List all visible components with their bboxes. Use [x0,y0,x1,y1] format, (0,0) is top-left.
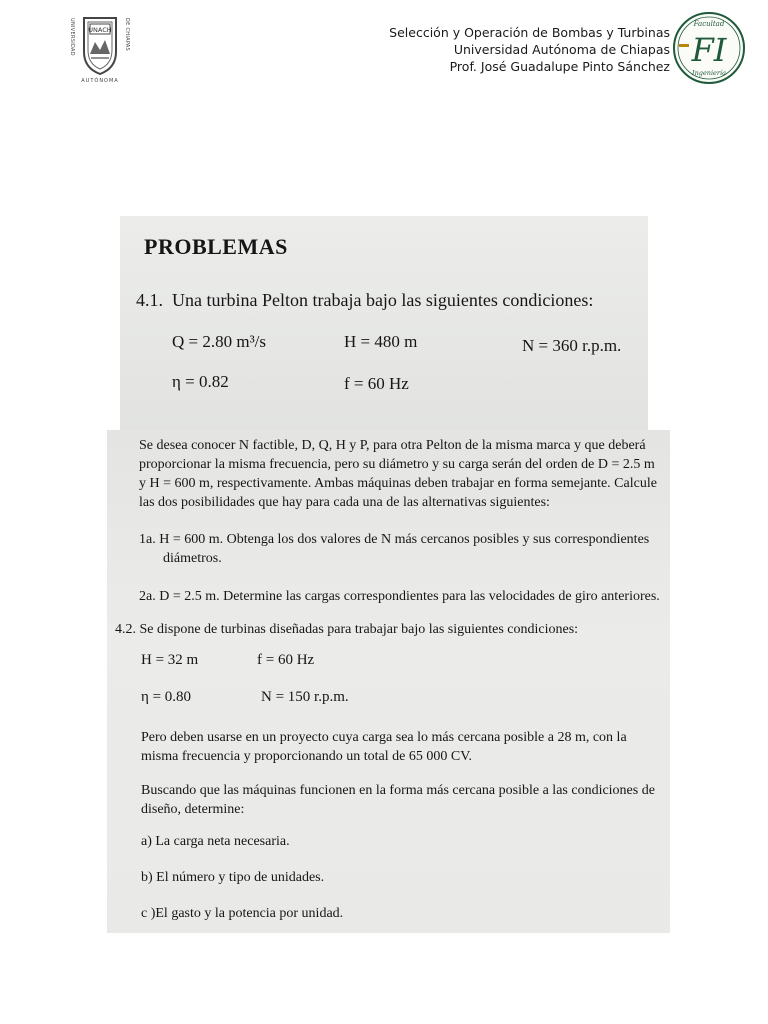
problem-4-2-intro: 4.2. Se dispone de turbinas diseñadas para trabajar bajo las siguientes condiciones: [115,622,579,637]
paragraph-line: misma frecuencia y proporcionando un total de 65 000 CV. [141,749,472,764]
list-item: c )El gasto y la potencia por unidad. [141,906,344,921]
condition-f: f = 60 Hz [344,374,409,393]
item-1a: 1a. H = 600 m. Obtenga los dos valores de N más cercanos posibles y sus correspondientes [139,532,650,547]
professor-name: Prof. José Guadalupe Pinto Sánchez [449,59,670,74]
condition-f: f = 60 Hz [257,652,315,668]
problem-4-1-intro [136,290,593,311]
svg-text:AUTÓNOMA: AUTÓNOMA [81,78,119,84]
svg-text:Facultad: Facultad [693,20,725,28]
fi-logo [672,11,746,85]
svg-text:FI: FI [691,31,727,69]
list-item: a) La carga neta necesaria. [141,834,290,849]
paragraph-line: las dos posibilidades que hay para cada una de las alternativas siguientes: [139,495,550,510]
svg-text:UNACH: UNACH [88,26,112,34]
paragraph-line: y H = 600 m, respectivamente. Ambas máquinas deben trabajar en forma semejante. Calcule [139,476,657,491]
course-title: Selección y Operación de Bombas y Turbinas [389,25,670,40]
item-1a-cont: diámetros. [163,551,222,566]
paragraph-line: Buscando que las máquinas funcionen en la forma más cercana posible a las condiciones de [141,783,655,798]
condition-h: H = 32 m [141,652,199,668]
scanned-page-bottom [107,430,670,933]
paragraph-line: diseño, determine: [141,802,245,817]
problems-title: PROBLEMAS [144,234,288,259]
paragraph-line: Pero deben usarse en un proyecto cuya carga sea lo más cercana posible a 28 m, con la [141,730,627,745]
problem-number: 4.1. [136,290,163,310]
unach-logo [60,10,140,85]
list-item: b) El número y tipo de unidades. [141,870,325,885]
svg-text:DE CHIAPAS: DE CHIAPAS [124,18,130,52]
scanned-page-top [120,216,648,430]
paragraph-line: proporcionar la misma frecuencia, pero su diámetro y su carga serán del orden de D = 2.5 m [139,457,655,472]
svg-text:UNIVERSIDAD: UNIVERSIDAD [69,18,75,56]
svg-text:Ingeniería: Ingeniería [692,69,726,77]
item-2a: 2a. D = 2.5 m. Determine las cargas correspondientes para las velocidades de giro anteriores. [139,589,660,604]
condition-n: N = 150 r.p.m. [261,689,349,705]
paragraph-line: Se desea conocer N factible, D, Q, H y P, para otra Pelton de la misma marca y que deberá [139,438,646,453]
condition-n: N = 360 r.p.m. [522,336,622,355]
problem-statement: Una turbina Pelton trabaja bajo las siguientes condiciones: [172,290,594,310]
condition-eta: η = 0.82 [172,372,229,391]
condition-h: H = 480 m [344,332,418,351]
condition-eta: η = 0.80 [141,689,192,705]
header-text-block [389,24,670,75]
condition-q: Q = 2.80 m³/s [172,332,267,351]
university-name: Universidad Autónoma de Chiapas [453,42,670,57]
